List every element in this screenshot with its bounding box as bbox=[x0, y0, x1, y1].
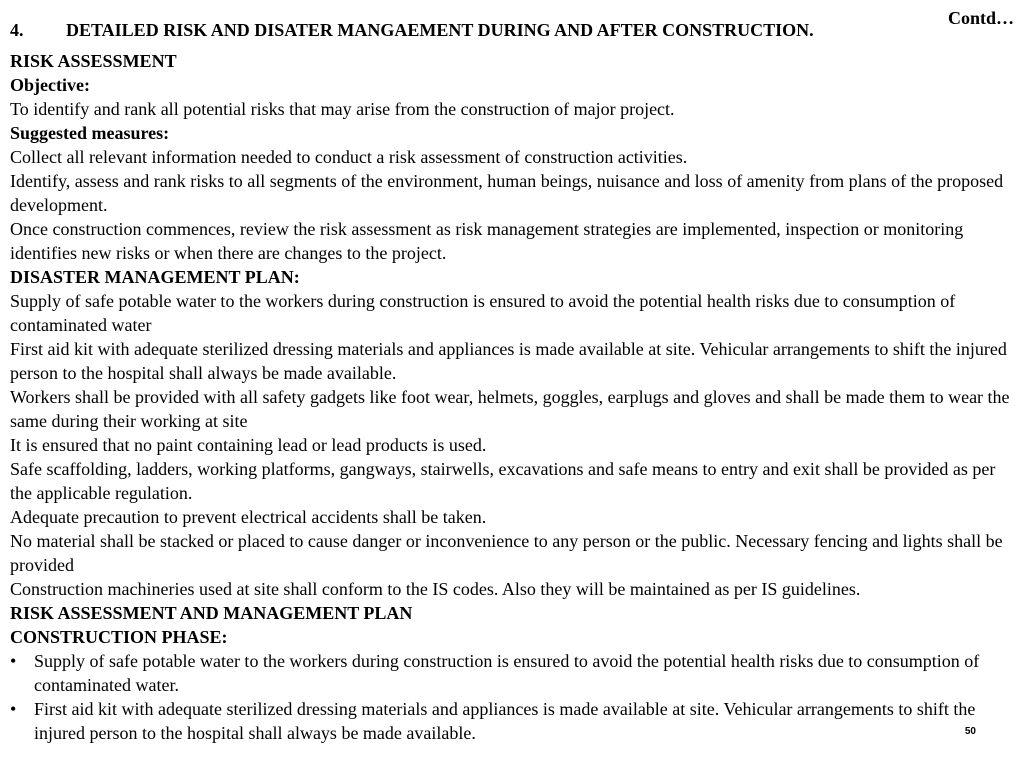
suggested-measures-label: Suggested measures: bbox=[10, 123, 170, 143]
measure-item: Collect all relevant information needed to conduct a risk assessment of construction activities. bbox=[10, 147, 688, 167]
disaster-plan-item: Safe scaffolding, ladders, working platforms, gangways, stairwells, excavations and safe means to entry and exit shall be provided as per the applicable regulation. bbox=[10, 459, 996, 503]
disaster-plan-item: It is ensured that no paint containing lead or lead products is used. bbox=[10, 435, 487, 455]
section-title: DETAILED RISK AND DISATER MANGAEMENT DURING AND AFTER CONSTRUCTION. bbox=[66, 20, 814, 40]
risk-assessment-heading: RISK ASSESSMENT bbox=[10, 51, 177, 71]
construction-phase-list bbox=[10, 649, 1010, 745]
disaster-plan-item: Construction machineries used at site shall conform to the IS codes. Also they will be maintained as per IS guidelines. bbox=[10, 579, 861, 599]
objective-label: Objective: bbox=[10, 75, 90, 95]
disaster-plan-item: First aid kit with adequate sterilized dressing materials and appliances is made available at site. Vehicular arrangements to shift the injured person to the hospital shall always be made available. bbox=[10, 339, 1007, 383]
disaster-plan-item: Workers shall be provided with all safety gadgets like foot wear, helmets, goggles, earplugs and gloves and shall be made them to wear the same during their working at site bbox=[10, 387, 1010, 431]
page-number: 50 bbox=[964, 726, 976, 737]
disaster-plan-item: Adequate precaution to prevent electrical accidents shall be taken. bbox=[10, 507, 487, 527]
list-item-text: Supply of safe potable water to the workers during construction is ensured to avoid the potential health risks due to consumption of contaminated water. bbox=[34, 651, 980, 695]
measure-item: Once construction commences, review the risk assessment as risk management strategies are implemented, inspection or monitoring identifies new risks or when there are changes to the project. bbox=[10, 219, 964, 263]
management-plan-heading: RISK ASSESSMENT AND MANAGEMENT PLAN bbox=[10, 603, 413, 623]
bullet-icon: • bbox=[10, 699, 17, 719]
slide-body bbox=[10, 49, 1010, 745]
section-number: 4. bbox=[10, 20, 24, 40]
disaster-plan-heading: DISASTER MANAGEMENT PLAN: bbox=[10, 267, 300, 287]
section-heading bbox=[10, 20, 814, 41]
list-item-text: First aid kit with adequate sterilized dressing materials and appliances is made available at site. Vehicular arrangements to shift the injured person to the hospital shall always be made available. bbox=[34, 699, 976, 743]
disaster-plan-item: No material shall be stacked or placed to cause danger or inconvenience to any person or the public. Necessary fencing and lights shall be provided bbox=[10, 531, 1003, 575]
bullet-icon: • bbox=[10, 651, 17, 671]
list-item bbox=[10, 697, 1010, 745]
list-item bbox=[10, 649, 1010, 697]
disaster-plan-item: Supply of safe potable water to the workers during construction is ensured to avoid the potential health risks due to consumption of contaminated water bbox=[10, 291, 956, 335]
objective-text: To identify and rank all potential risks that may arise from the construction of major project. bbox=[10, 99, 675, 119]
measure-item: Identify, assess and rank risks to all segments of the environment, human beings, nuisance and loss of amenity from plans of the proposed development. bbox=[10, 171, 1004, 215]
contd-label: Contd… bbox=[947, 8, 1014, 28]
construction-phase-label: CONSTRUCTION PHASE: bbox=[10, 627, 228, 647]
